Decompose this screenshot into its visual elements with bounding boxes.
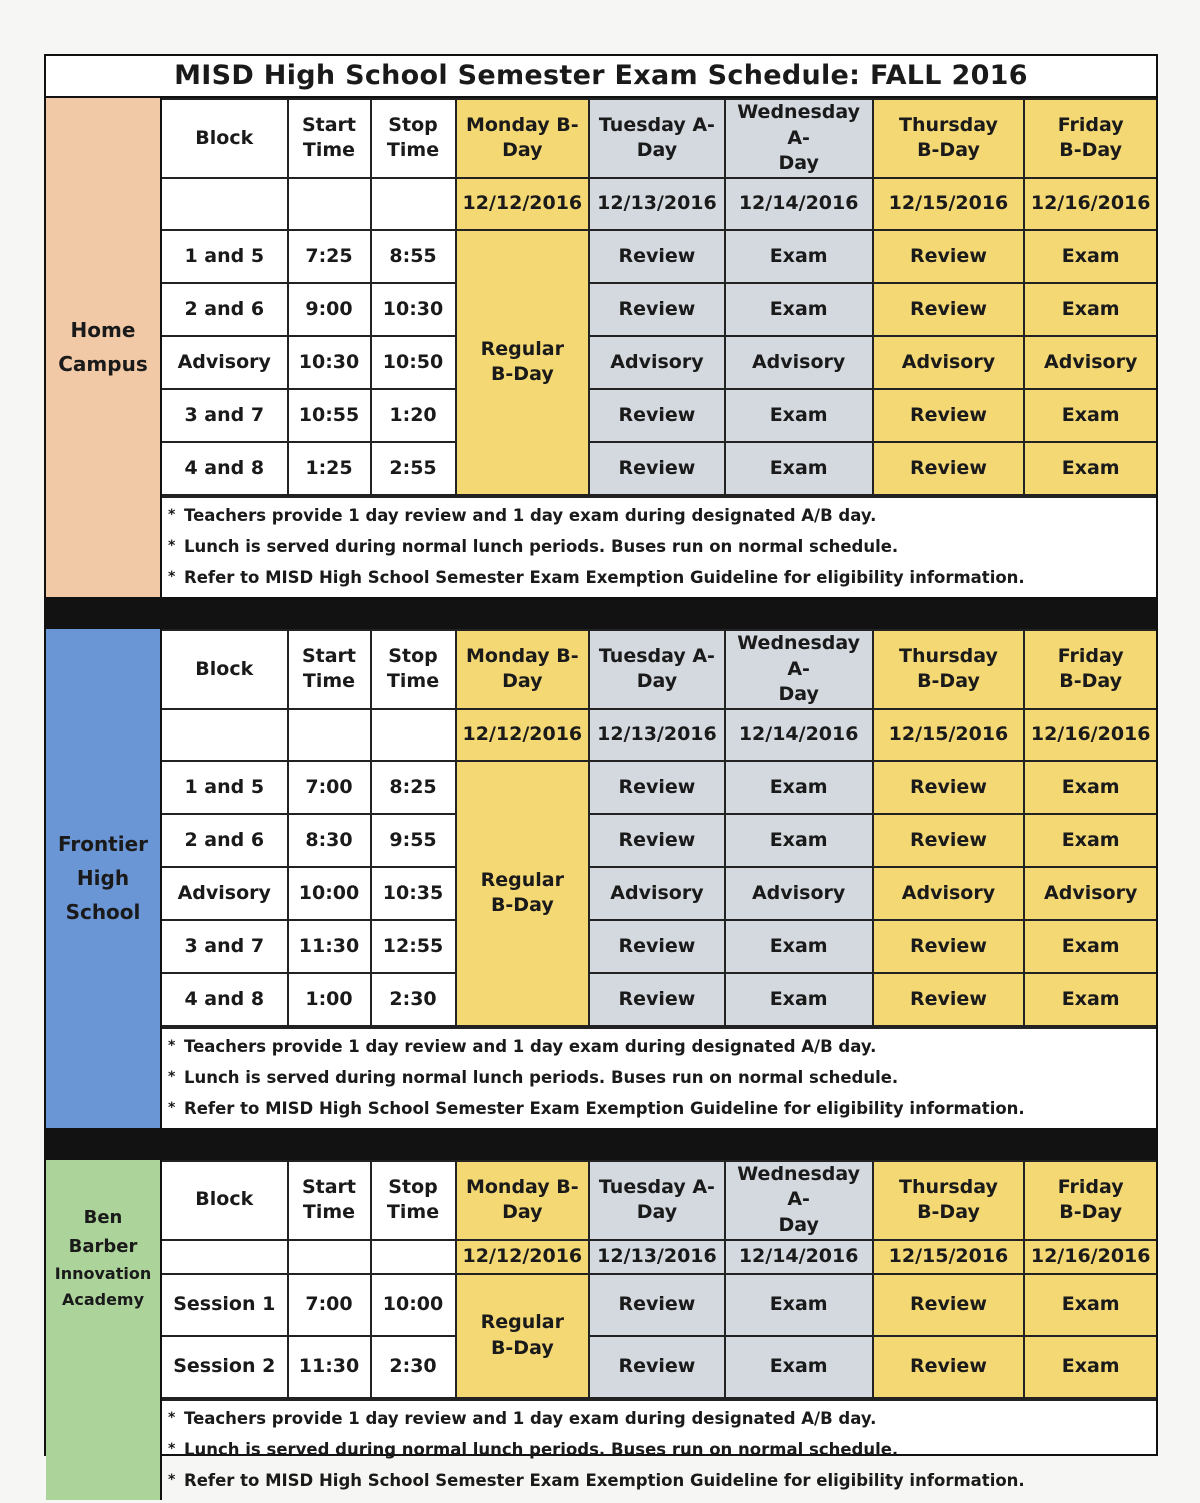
- header-row: [162, 630, 1156, 709]
- tuesday-cell: Review: [589, 761, 725, 814]
- thursday-cell: Review: [873, 920, 1025, 973]
- stop-time-cell: 8:25: [371, 761, 456, 814]
- friday-cell: Exam: [1024, 442, 1156, 495]
- start-time-cell: 1:25: [288, 442, 371, 495]
- note-text: Lunch is served during normal lunch periods. Buses run on normal schedule.: [184, 1439, 899, 1459]
- blank-start: [288, 709, 371, 761]
- header-line: Thursday: [898, 113, 998, 136]
- header-line: Friday: [1057, 644, 1124, 667]
- friday-date: 12/16/2016: [1024, 178, 1156, 230]
- friday-date: 12/16/2016: [1024, 709, 1156, 761]
- header-line: Day: [502, 1201, 543, 1224]
- header-line: B-Day: [917, 1201, 980, 1224]
- stop-time-header: [371, 1161, 456, 1240]
- note-text: Refer to MISD High School Semester Exam Exemption Guideline for eligibility information.: [184, 567, 1025, 587]
- block-cell: 3 and 7: [162, 920, 288, 973]
- header-line: B-Day: [1059, 1201, 1123, 1224]
- header-line: Monday B-: [465, 113, 579, 136]
- note-bullet: *: [168, 1037, 176, 1054]
- friday-cell: Exam: [1024, 389, 1156, 442]
- date-row: [162, 1240, 1156, 1274]
- tuesday-header: [589, 99, 725, 178]
- header-line: Time: [386, 1201, 440, 1224]
- monday-header: [456, 99, 590, 178]
- date-row: [162, 709, 1156, 761]
- header-line: Day: [778, 1214, 819, 1237]
- start-time-cell: 7:00: [288, 1274, 371, 1336]
- header-line: Day: [636, 139, 678, 162]
- schedule-row: [162, 1274, 1156, 1336]
- header-line: Time: [386, 139, 440, 162]
- header-line: Wednesday A-: [737, 101, 860, 149]
- header-line: Start: [301, 644, 357, 667]
- campus-label: [46, 98, 162, 597]
- start-time-cell: 11:30: [288, 1336, 371, 1398]
- regular-b-day-line: B-Day: [490, 1336, 554, 1359]
- friday-cell: Exam: [1024, 761, 1156, 814]
- tuesday-cell: Review: [589, 1336, 725, 1398]
- section-divider: [46, 1130, 1156, 1160]
- tuesday-cell: Advisory: [589, 336, 725, 389]
- campus-label-line: Academy: [61, 1290, 145, 1310]
- campus-label-line: Ben: [83, 1206, 123, 1228]
- schedule-sheet: [44, 54, 1158, 1490]
- ben-barber-section: [46, 1160, 1156, 1500]
- page-title: MISD High School Semester Exam Schedule: FALL 2016: [46, 56, 1156, 98]
- wednesday-cell: Exam: [725, 283, 873, 336]
- wednesday-date: 12/14/2016: [725, 178, 873, 230]
- stop-time-cell: 12:55: [371, 920, 456, 973]
- stop-time-cell: 10:35: [371, 867, 456, 920]
- blank-block: [162, 709, 288, 761]
- block-header: Block: [162, 1161, 288, 1240]
- friday-cell: Exam: [1024, 973, 1156, 1026]
- stop-time-cell: 10:30: [371, 283, 456, 336]
- friday-cell: Advisory: [1024, 336, 1156, 389]
- note-line: [168, 500, 1150, 531]
- thursday-cell: Review: [873, 389, 1025, 442]
- header-row: [162, 1161, 1156, 1240]
- wednesday-cell: Exam: [725, 761, 873, 814]
- campus-label: [46, 1160, 162, 1500]
- start-time-cell: 1:00: [288, 973, 371, 1026]
- tuesday-date: 12/13/2016: [589, 178, 725, 230]
- tuesday-date: 12/13/2016: [589, 709, 725, 761]
- wednesday-date: 12/14/2016: [725, 709, 873, 761]
- thursday-cell: Review: [873, 230, 1025, 283]
- stop-time-header: [371, 99, 456, 178]
- friday-cell: Exam: [1024, 920, 1156, 973]
- note-line: [168, 1031, 1150, 1062]
- header-line: Stop: [388, 644, 438, 667]
- wednesday-cell: Exam: [725, 442, 873, 495]
- note-line: [168, 1403, 1150, 1434]
- block-cell: 1 and 5: [162, 230, 288, 283]
- tuesday-cell: Review: [589, 442, 725, 495]
- wednesday-cell: Exam: [725, 973, 873, 1026]
- schedule-table: [162, 1160, 1156, 1399]
- header-line: B-Day: [1059, 139, 1123, 162]
- note-bullet: *: [168, 1409, 176, 1426]
- thursday-header: [873, 630, 1025, 709]
- wednesday-cell: Exam: [725, 230, 873, 283]
- block-cell: 4 and 8: [162, 442, 288, 495]
- wednesday-cell: Advisory: [725, 336, 873, 389]
- tuesday-header: [589, 630, 725, 709]
- block-header: Block: [162, 630, 288, 709]
- header-line: B-Day: [917, 670, 980, 693]
- thursday-date: 12/15/2016: [873, 1240, 1025, 1274]
- notes: [162, 496, 1156, 597]
- header-line: Day: [502, 139, 543, 162]
- thursday-header: [873, 99, 1025, 178]
- monday-regular-b-day: [456, 230, 590, 495]
- block-cell: 1 and 5: [162, 761, 288, 814]
- wednesday-cell: Advisory: [725, 867, 873, 920]
- tuesday-cell: Advisory: [589, 867, 725, 920]
- note-line: [168, 1093, 1150, 1124]
- header-line: Day: [778, 152, 819, 175]
- thursday-cell: Review: [873, 283, 1025, 336]
- header-line: B-Day: [1059, 670, 1123, 693]
- schedule-table: [162, 629, 1156, 1027]
- date-row: [162, 178, 1156, 230]
- start-time-cell: 9:00: [288, 283, 371, 336]
- wednesday-cell: Exam: [725, 1336, 873, 1398]
- friday-header: [1024, 99, 1156, 178]
- header-line: Start: [301, 1175, 357, 1198]
- campus-label-line: Frontier: [57, 832, 149, 857]
- wednesday-header: [725, 99, 873, 178]
- thursday-cell: Review: [873, 814, 1025, 867]
- blank-block: [162, 1240, 288, 1274]
- monday-header: [456, 630, 590, 709]
- header-line: Start: [301, 113, 357, 136]
- thursday-cell: Review: [873, 761, 1025, 814]
- note-text: Lunch is served during normal lunch periods. Buses run on normal schedule.: [184, 1067, 899, 1087]
- header-line: Time: [302, 139, 356, 162]
- campus-label-line: School: [65, 900, 141, 925]
- regular-b-day-line: B-Day: [490, 363, 554, 386]
- block-cell: Advisory: [162, 867, 288, 920]
- block-cell: 2 and 6: [162, 814, 288, 867]
- block-cell: Session 1: [162, 1274, 288, 1336]
- friday-cell: Exam: [1024, 1336, 1156, 1398]
- schedule-table: [162, 98, 1156, 496]
- section-divider: [46, 599, 1156, 629]
- tuesday-cell: Review: [589, 973, 725, 1026]
- header-line: Stop: [388, 1175, 438, 1198]
- schedule-row: [162, 442, 1156, 495]
- campus-label-line: Home: [70, 318, 136, 343]
- block-cell: 2 and 6: [162, 283, 288, 336]
- header-line: Thursday: [898, 644, 998, 667]
- header-line: Thursday: [898, 1175, 998, 1198]
- start-time-cell: 7:00: [288, 761, 371, 814]
- home-campus-section: [46, 98, 1156, 599]
- header-line: Time: [386, 670, 440, 693]
- start-time-header: [288, 99, 371, 178]
- stop-time-cell: 2:30: [371, 973, 456, 1026]
- blank-start: [288, 178, 371, 230]
- tuesday-cell: Review: [589, 920, 725, 973]
- stop-time-cell: 10:00: [371, 1274, 456, 1336]
- wednesday-cell: Exam: [725, 1274, 873, 1336]
- wednesday-cell: Exam: [725, 814, 873, 867]
- friday-cell: Exam: [1024, 814, 1156, 867]
- friday-date: 12/16/2016: [1024, 1240, 1156, 1274]
- thursday-cell: Review: [873, 1274, 1025, 1336]
- header-line: Day: [778, 683, 819, 706]
- campus-label-line: Innovation: [54, 1264, 152, 1284]
- thursday-date: 12/15/2016: [873, 709, 1025, 761]
- stop-time-header: [371, 630, 456, 709]
- wednesday-header: [725, 1161, 873, 1240]
- monday-date: 12/12/2016: [456, 1240, 590, 1274]
- note-text: Teachers provide 1 day review and 1 day exam during designated A/B day.: [184, 505, 877, 525]
- tuesday-cell: Review: [589, 283, 725, 336]
- thursday-cell: Advisory: [873, 336, 1025, 389]
- wednesday-date: 12/14/2016: [725, 1240, 873, 1274]
- start-time-cell: 10:55: [288, 389, 371, 442]
- stop-time-cell: 2:30: [371, 1336, 456, 1398]
- header-line: Monday B-: [465, 644, 579, 667]
- friday-cell: Exam: [1024, 230, 1156, 283]
- tuesday-cell: Review: [589, 389, 725, 442]
- blank-start: [288, 1240, 371, 1274]
- header-line: Wednesday A-: [737, 631, 860, 680]
- tuesday-cell: Review: [589, 1274, 725, 1336]
- start-time-header: [288, 1161, 371, 1240]
- campus-label-line: Barber: [68, 1235, 138, 1257]
- start-time-cell: 8:30: [288, 814, 371, 867]
- schedule-row: [162, 814, 1156, 867]
- campus-label: [46, 629, 162, 1128]
- monday-regular-b-day: [456, 1274, 590, 1398]
- block-cell: 3 and 7: [162, 389, 288, 442]
- note-line: [168, 1062, 1150, 1093]
- note-text: Teachers provide 1 day review and 1 day exam during designated A/B day.: [184, 1408, 877, 1428]
- friday-cell: Advisory: [1024, 867, 1156, 920]
- campus-label-line: Campus: [58, 352, 148, 377]
- tuesday-cell: Review: [589, 230, 725, 283]
- monday-regular-b-day: [456, 761, 590, 1026]
- block-cell: Advisory: [162, 336, 288, 389]
- header-line: Day: [636, 1201, 678, 1224]
- start-time-header: [288, 630, 371, 709]
- note-text: Lunch is served during normal lunch periods. Buses run on normal schedule.: [184, 536, 899, 556]
- note-bullet: *: [168, 1471, 176, 1488]
- note-line: [168, 1465, 1150, 1496]
- note-bullet: *: [168, 568, 176, 585]
- header-line: Monday B-: [465, 1175, 579, 1198]
- header-line: B-Day: [917, 139, 980, 162]
- schedule-row: [162, 1336, 1156, 1398]
- friday-header: [1024, 1161, 1156, 1240]
- block-header: Block: [162, 99, 288, 178]
- friday-header: [1024, 630, 1156, 709]
- note-text: Teachers provide 1 day review and 1 day exam during designated A/B day.: [184, 1036, 877, 1056]
- start-time-cell: 10:00: [288, 867, 371, 920]
- notes: [162, 1399, 1156, 1500]
- header-line: Time: [302, 1201, 356, 1224]
- header-row: [162, 99, 1156, 178]
- note-bullet: *: [168, 1068, 176, 1085]
- regular-b-day-line: B-Day: [490, 894, 554, 917]
- note-line: [168, 531, 1150, 562]
- tuesday-date: 12/13/2016: [589, 1240, 725, 1274]
- tuesday-cell: Review: [589, 814, 725, 867]
- stop-time-cell: 1:20: [371, 389, 456, 442]
- friday-cell: Exam: [1024, 1274, 1156, 1336]
- note-line: [168, 562, 1150, 593]
- notes: [162, 1027, 1156, 1128]
- frontier-high-school-section: [46, 629, 1156, 1130]
- tuesday-header: [589, 1161, 725, 1240]
- wednesday-header: [725, 630, 873, 709]
- header-line: Stop: [388, 113, 438, 136]
- header-line: Time: [302, 670, 356, 693]
- thursday-cell: Review: [873, 973, 1025, 1026]
- header-line: Day: [502, 670, 543, 693]
- schedule-row: [162, 920, 1156, 973]
- stop-time-cell: 8:55: [371, 230, 456, 283]
- blank-stop: [371, 709, 456, 761]
- friday-cell: Exam: [1024, 283, 1156, 336]
- header-line: Wednesday A-: [737, 1162, 860, 1211]
- schedule-row: [162, 336, 1156, 389]
- blank-block: [162, 178, 288, 230]
- header-line: Friday: [1057, 113, 1124, 136]
- monday-date: 12/12/2016: [456, 709, 590, 761]
- thursday-cell: Review: [873, 442, 1025, 495]
- stop-time-cell: 2:55: [371, 442, 456, 495]
- note-bullet: *: [168, 506, 176, 523]
- thursday-date: 12/15/2016: [873, 178, 1025, 230]
- note-line: [168, 1434, 1150, 1465]
- regular-b-day-line: Regular: [480, 1311, 564, 1334]
- stop-time-cell: 9:55: [371, 814, 456, 867]
- header-line: Day: [636, 670, 678, 693]
- schedule-row: [162, 389, 1156, 442]
- header-line: Friday: [1057, 1175, 1124, 1198]
- schedule-row: [162, 283, 1156, 336]
- blank-stop: [371, 178, 456, 230]
- start-time-cell: 7:25: [288, 230, 371, 283]
- block-cell: 4 and 8: [162, 973, 288, 1026]
- note-bullet: *: [168, 1099, 176, 1116]
- note-text: Refer to MISD High School Semester Exam Exemption Guideline for eligibility information.: [184, 1098, 1025, 1118]
- note-bullet: *: [168, 1440, 176, 1457]
- regular-b-day-line: Regular: [480, 868, 564, 891]
- wednesday-cell: Exam: [725, 389, 873, 442]
- campus-label-line: High: [76, 866, 130, 891]
- thursday-cell: Advisory: [873, 867, 1025, 920]
- regular-b-day-line: Regular: [480, 337, 564, 360]
- header-line: Tuesday A-: [598, 113, 715, 136]
- blank-stop: [371, 1240, 456, 1274]
- header-line: Tuesday A-: [598, 644, 715, 667]
- start-time-cell: 10:30: [288, 336, 371, 389]
- schedule-row: [162, 973, 1156, 1026]
- header-line: Tuesday A-: [598, 1175, 715, 1198]
- block-cell: Session 2: [162, 1336, 288, 1398]
- monday-date: 12/12/2016: [456, 178, 590, 230]
- start-time-cell: 11:30: [288, 920, 371, 973]
- monday-header: [456, 1161, 590, 1240]
- thursday-cell: Review: [873, 1336, 1025, 1398]
- note-bullet: *: [168, 537, 176, 554]
- wednesday-cell: Exam: [725, 920, 873, 973]
- schedule-row: [162, 761, 1156, 814]
- schedule-row: [162, 230, 1156, 283]
- stop-time-cell: 10:50: [371, 336, 456, 389]
- note-text: Refer to MISD High School Semester Exam Exemption Guideline for eligibility information.: [184, 1470, 1025, 1490]
- schedule-row: [162, 867, 1156, 920]
- thursday-header: [873, 1161, 1025, 1240]
